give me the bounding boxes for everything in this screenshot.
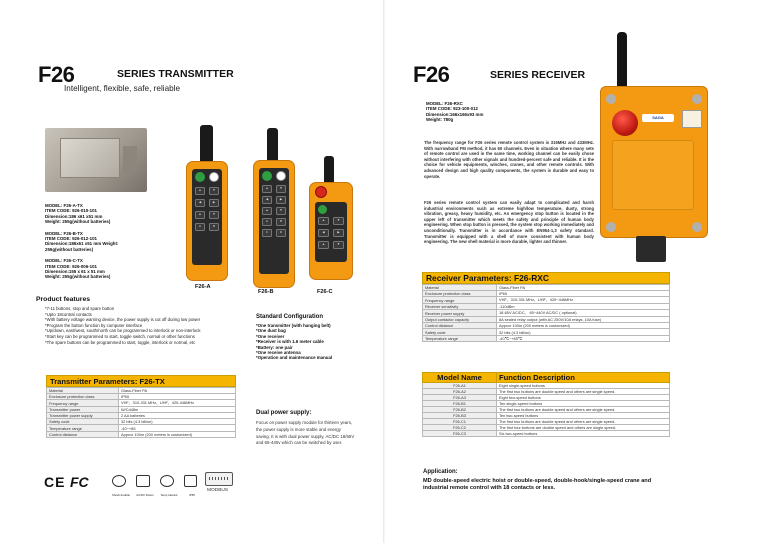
- receiver-antenna: [617, 32, 627, 90]
- start-button-icon: [195, 172, 205, 182]
- param-key: Temperature range: [47, 425, 119, 431]
- std-item: *Receiver is with 1.6 meter cable: [256, 339, 324, 345]
- std-item: *Battery: one pair: [256, 344, 293, 350]
- param-key: Safety code: [423, 329, 497, 335]
- aux1-button: A: [195, 223, 205, 231]
- param-value: 32 bits (4.3 billion): [497, 329, 670, 335]
- feature-item: *Upto 18contral contacts: [45, 311, 92, 317]
- function-cell: Ten two-speed buttons: [497, 413, 670, 419]
- model-cell: F26-B3: [423, 413, 497, 419]
- start-button-icon: [318, 205, 327, 214]
- table-row: [47, 400, 236, 407]
- start-button-icon: [262, 171, 272, 181]
- function-header: Function Description: [497, 373, 670, 383]
- function-cell: The first two buttons are double speed and others are single speed.: [497, 389, 670, 395]
- param-value: Glass-Fiber PA: [119, 388, 236, 394]
- feature-item: *Start key can be programmed to start, toggle switch, normal or other functions: [45, 333, 195, 339]
- param-value: Glass-Fiber PA: [497, 285, 670, 291]
- cable-gland: [636, 236, 666, 262]
- north-button: ▲: [262, 207, 272, 215]
- screw-icon: [606, 222, 616, 232]
- receiver-dimension: Dimension:166x166x93 mm: [426, 111, 484, 117]
- param-key: Control distance: [47, 431, 119, 437]
- std-item: *One receive antenna: [256, 350, 301, 356]
- dual-power-text: Focus on power supply module for thirteen years, the power supply is more stable and energy saving. It is with dual power supply, AC/DC 18/65V and 65-440v which can be switched by user.: [256, 420, 355, 446]
- model-cell: F26-C1: [423, 419, 497, 425]
- transmitter-tagline: Intelligent, flexible, safe, reliable: [64, 84, 181, 93]
- west-button: ▶: [209, 199, 219, 207]
- receiver-brand-label: SAGA: [642, 114, 674, 122]
- modbus-chip-icon: [205, 472, 233, 486]
- transmitter-series-title: SERIES TRANSMITTER: [117, 68, 234, 80]
- power-module-side: [123, 146, 137, 172]
- aux2-button: B: [276, 218, 286, 226]
- emergency-stop-icon: [612, 110, 638, 136]
- model-c-name: MODEL: F26-C-TX: [45, 258, 83, 264]
- function-cell: Six two-speed buttons: [497, 431, 670, 437]
- model-b-name: MODEL: F26-B-TX: [45, 230, 83, 236]
- param-key: Output contactor capacity: [423, 317, 497, 323]
- select-button-icon: [209, 172, 219, 182]
- east-button: ◀: [262, 196, 272, 204]
- model-cell: F26-C3: [423, 431, 497, 437]
- param-key: Receiver power supply: [423, 310, 497, 317]
- cert-label: IP65: [189, 493, 195, 497]
- std-config-list: [256, 323, 366, 361]
- west-button: ▶: [276, 196, 286, 204]
- model-c-weight: Weight: 255g(without batteries): [45, 274, 111, 280]
- remote-c-label: F26-C: [317, 289, 333, 295]
- south-button: ▼: [333, 241, 344, 249]
- table-row: [423, 335, 670, 341]
- model-name-header: Model Name: [423, 373, 497, 383]
- receiver-panel: [612, 140, 694, 210]
- receiver-specs: [426, 101, 536, 123]
- std-item: *Operation and maintenance manual: [256, 355, 333, 361]
- function-cell: Eight two-speed buttons: [497, 395, 670, 401]
- transmitter-params-table: [46, 387, 236, 438]
- model-b-dim: Dimension:186x61 x51 mm Weight:: [45, 241, 119, 247]
- ip65-icon: [184, 474, 200, 497]
- model-b-weight: 255g(without batteries): [45, 246, 94, 252]
- param-key: Material: [423, 285, 497, 291]
- model-cell: F26-A3: [423, 395, 497, 401]
- param-value: 32 bits (4.3 billion): [119, 419, 236, 425]
- button-panel: [192, 169, 222, 265]
- transmitter-params: [46, 375, 236, 438]
- east-button: ◀: [195, 199, 205, 207]
- receiver-item-code: ITEM CODE: 923-100-012: [426, 106, 478, 112]
- std-item: *One receiver: [256, 333, 285, 339]
- remote-f26-b: [245, 128, 305, 298]
- cert-label: Temp tolerant: [160, 493, 178, 497]
- table-row: [47, 431, 236, 437]
- features-list: [45, 306, 245, 345]
- screw-icon: [692, 94, 702, 104]
- remote-a-label: F26-A: [195, 284, 211, 290]
- receiver-params-table: [422, 284, 670, 342]
- down-button: ▼: [276, 185, 286, 193]
- feature-item: *Program the button function by computer interface: [45, 322, 143, 328]
- features-title: Product features: [36, 296, 91, 303]
- south-button: ▼: [209, 211, 219, 219]
- up-button: ▲: [318, 217, 329, 225]
- std-item: *One dust bag: [256, 328, 286, 334]
- power-module-box: [60, 138, 120, 178]
- function-cell: The first two buttons are double speed and others are single speed.: [497, 419, 670, 425]
- model-a-dim: Dimension:186 x61 x51 mm: [45, 213, 103, 219]
- power-module-photo: [45, 128, 147, 192]
- remote-f26-c: [305, 156, 359, 296]
- shock-durable-icon: [112, 474, 130, 497]
- model-cell: F26-A2: [423, 389, 497, 395]
- table-row: [423, 431, 670, 437]
- param-value: 18-65V AC/DC、 65~440V AC/DC ( optional): [497, 310, 670, 317]
- select-button-icon: [276, 171, 286, 181]
- model-b-item: ITEM CODE: 926-012-101: [45, 236, 97, 242]
- temp-tolerant-icon: [160, 474, 178, 497]
- param-value: -110dBm: [497, 304, 670, 310]
- param-key: Enclosure protection class: [47, 394, 119, 400]
- north-button: ▲: [195, 211, 205, 219]
- function-cell: The first two buttons are double speed and others are single speed.: [497, 407, 670, 413]
- page-fold: [383, 0, 385, 543]
- aux3-button: C: [262, 229, 272, 237]
- receiver-code-title: F26: [413, 62, 450, 87]
- remote-b-label: F26-B: [258, 289, 274, 295]
- transmitter-params-title: Transmitter Parameters: F26-TX: [46, 375, 236, 387]
- param-value: -40~+85: [119, 425, 236, 431]
- emergency-stop-icon: [315, 186, 327, 198]
- std-config-title: Standard Configuration: [256, 314, 323, 320]
- receiver-series-title: SERIES RECEIVER: [490, 69, 586, 81]
- table-row: [423, 297, 670, 304]
- model-function-list: [422, 372, 670, 437]
- receiver-model: MODEL: F26-RXC: [426, 101, 463, 106]
- function-cell: Eight single-speed buttons: [497, 383, 670, 389]
- receiver-spec-sticker: [682, 110, 702, 128]
- param-key: Transmitter power supply: [47, 413, 119, 419]
- dual-power-title: Dual power supply:: [256, 410, 312, 416]
- param-value: W/Cd48m: [119, 407, 236, 413]
- model-a-weight: Weight: 255g(without batteries): [45, 219, 111, 225]
- model-c-item: ITEM CODE: 926-006-101: [45, 263, 97, 269]
- transmitter-model-list: [45, 203, 163, 280]
- down-button: ▼: [209, 187, 219, 195]
- param-key: Transmitter power: [47, 407, 119, 413]
- param-key: Frequency range: [47, 400, 119, 407]
- param-key: Temperature range: [423, 335, 497, 341]
- antenna: [200, 125, 213, 165]
- ac-dc-power-icon: [136, 474, 154, 497]
- aux1-button: A: [262, 218, 272, 226]
- application-title: Application:: [423, 469, 458, 475]
- modbus-label: MODBUS: [207, 488, 229, 493]
- model-a-name: MODEL: F26-A-TX: [45, 203, 83, 208]
- aux2-button: B: [209, 223, 219, 231]
- receiver-weight: Weight: 780g: [426, 117, 454, 123]
- function-cell: The first four buttons are double speed and others are single speed.: [497, 425, 670, 431]
- model-a-item: ITEM CODE: 926-010-101: [45, 208, 97, 214]
- up-button: ▲: [262, 185, 272, 193]
- param-value: VHF、310-331 MHz、UHF、425~446MHz: [497, 297, 670, 304]
- model-cell: F26-C2: [423, 425, 497, 431]
- remote-f26-a: [178, 125, 238, 290]
- param-value: Approx 100m (200 meters is customized): [119, 431, 236, 437]
- west-button: ▶: [333, 229, 344, 237]
- aux4-button: D: [276, 229, 286, 237]
- receiver-desc-2: F26 series remote control system can easily adapt to complicated and harsh industrial environments such as extreme high/low temperature, dusty, strong vibration, greasy, heavy humidity, etc. An emergency stop button is located in the upper left of transmitter which meets the safety and principle of human body engineering. When stop button is pressed, the system stop working immediately and unconditionally. Transmitter is in accordance with EN954-1,3 safety standard. Transmitter is equipped with a shell of more consistent with human body engineering. The new shell material is more durable, lighter and thinner.: [424, 200, 594, 245]
- param-value: -40℃~+85℃: [497, 335, 670, 341]
- screw-icon: [692, 222, 702, 232]
- transmitter-code-title: F26: [38, 62, 75, 87]
- feature-item: *The spare buttons can be programmed to start, toggle, interlock or normal, etc: [45, 339, 196, 345]
- receiver-device: [596, 28, 714, 268]
- model-function-table: [422, 372, 670, 437]
- model-c-dim: Dimension:155 x 61 x 51 mm: [45, 269, 105, 275]
- param-value: 2 AA batteries: [119, 413, 236, 419]
- cert-label: AC/DC Power: [136, 493, 154, 497]
- param-key: Safety code: [47, 419, 119, 425]
- feature-item: *7-11 buttons, stop and spare button: [45, 306, 115, 311]
- east-button: ◀: [318, 229, 329, 237]
- param-key: Material: [47, 388, 119, 394]
- param-value: VHF、310-331 MHz、UHF、425-446MHz: [119, 400, 236, 407]
- antenna: [267, 128, 278, 164]
- feature-item: *Up/down, east/west, south/north can be programmed to interlock or non-interlock: [45, 328, 201, 334]
- receiver-params: [422, 272, 670, 342]
- param-value: IP65: [119, 394, 236, 400]
- fcc-mark-icon: FC: [70, 474, 89, 490]
- application-text: MD double-speed electric hoist or double-speed, double-hook/single-speed crane and industrial remote control with 18 contacts or less.: [423, 478, 652, 492]
- param-key: Receiver sensitivity: [423, 304, 497, 310]
- up-button: ▲: [195, 187, 205, 195]
- receiver-params-title: Receiver Parameters: F26-RXC: [422, 272, 670, 284]
- ce-mark-icon: CE: [44, 474, 66, 490]
- table-header-row: [423, 373, 670, 383]
- param-value: 8A sealed relay output (with AC 250V/10A relays, 10A fuse): [497, 317, 670, 323]
- param-key: Enclosure protection class: [423, 291, 497, 297]
- feature-item: *With battery voltage warning device, the power supply is cut off during low power: [45, 317, 201, 323]
- screw-icon: [606, 94, 616, 104]
- receiver-desc-1: The frequency range for F26 series remote control system is 315MHz and 433MHz. With narrowband FM method, it has 60 channels. Even in situation where many sets of remote control are used in the same time, working channel can be easily chose without interfering with other signals and hundred-percent safe and reliable. It is the choice for vehicle equipments, winches, cranes, and other remote controls. With advanced design and high quality components, the system is durable and easy to operate.: [424, 140, 594, 179]
- table-row: [423, 310, 670, 317]
- param-key: Frequency range: [423, 297, 497, 304]
- down-button: ▼: [333, 217, 344, 225]
- model-cell: F26-A1: [423, 383, 497, 389]
- function-cell: Ten single-speed buttons: [497, 401, 670, 407]
- south-button: ▼: [276, 207, 286, 215]
- param-key: Control distance: [423, 323, 497, 329]
- button-panel: [259, 168, 289, 274]
- std-item: *One transmitter (with hanging belt): [256, 323, 331, 328]
- cert-label: Shock durable: [112, 493, 130, 497]
- param-value: Approx 100m (200 meters is customized): [497, 323, 670, 329]
- param-value: IP65: [497, 291, 670, 297]
- model-cell: F26-B1: [423, 401, 497, 407]
- model-cell: F26-B2: [423, 407, 497, 413]
- north-button: ▲: [318, 241, 329, 249]
- button-panel: [315, 202, 347, 262]
